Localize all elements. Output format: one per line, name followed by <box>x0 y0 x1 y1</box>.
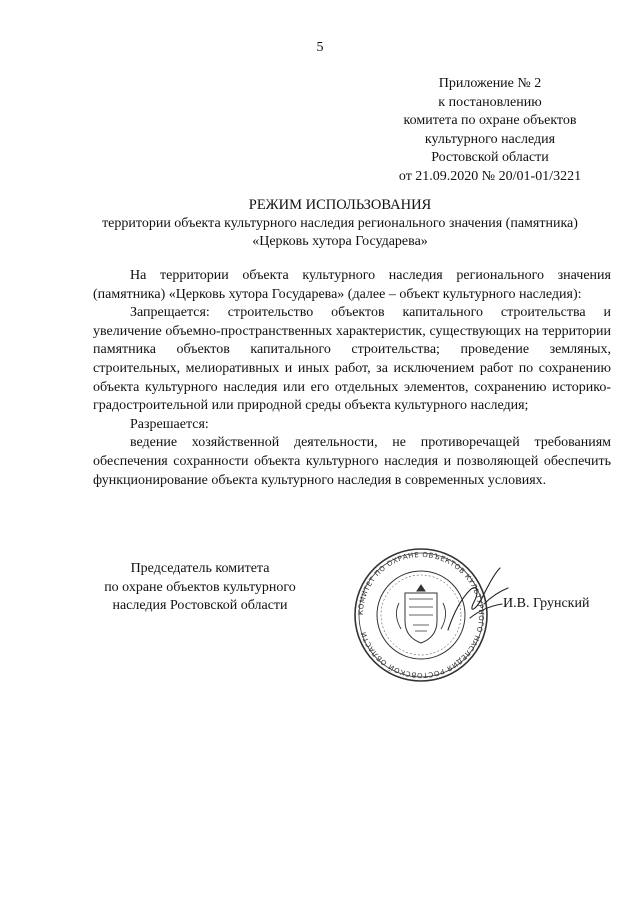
page-number: 5 <box>316 40 324 55</box>
title-subtitle: «Церковь хутора Государева» <box>252 234 428 249</box>
signatory-line: Председатель комитета <box>130 561 270 576</box>
appendix-line: культурного наследия <box>424 131 556 147</box>
signatory-line: по охране объектов культурного <box>104 579 296 595</box>
document-body <box>93 267 611 490</box>
body-paragraph: ведение хозяйственной деятельности, не противоречащей требованиям обеспечения сохранности объекта культурного наследия и позволяющей обеспечить функционирование объекта культурного наследия в современных условиях. <box>93 435 611 488</box>
body-paragraph: Разрешается: <box>130 416 209 432</box>
body-paragraph: На территории объекта культурного наследия регионального значения (памятника) «Церковь хутора Государева» (далее – объект культурного наследия): <box>93 268 611 302</box>
appendix-block <box>360 75 620 186</box>
title-subtitle: территории объекта культурного наследия регионального значения (памятника) <box>102 215 578 231</box>
body-paragraph: Запрещается: строительство объектов капитального строительства и увеличение объемно-пространственных характеристик, существующих на территории памятника объектов капитального строительства; проведение земляных, строительных, мелиоративных и иных работ, за исключением работ по сохранению объекта культурного наследия или его отдельных элементов, сохранению историко-градостроительной или природной среды объекта культурного наследия; <box>93 305 611 414</box>
signer-name: И.В. Грунский <box>503 596 590 611</box>
signatory-line: наследия Ростовской области <box>112 598 288 613</box>
title-main: РЕЖИМ ИСПОЛЬЗОВАНИЯ <box>248 197 432 213</box>
signatory-title <box>70 560 330 616</box>
appendix-line: Ростовской области <box>431 150 549 165</box>
document-title <box>40 196 640 252</box>
appendix-line: комитета по охране объектов <box>403 113 577 128</box>
appendix-line: Приложение № 2 <box>438 76 542 91</box>
appendix-line: к постановлению <box>438 94 542 110</box>
seal-text: КОМИТЕТ ПО ОХРАНЕ ОБЪЕКТОВ КУЛЬТУРНОГО НАСЛЕДИЯ РОСТОВСКОЙ ОБЛАСТИ <box>356 550 486 680</box>
appendix-line: от 21.09.2020 № 20/01-01/3221 <box>398 168 582 184</box>
